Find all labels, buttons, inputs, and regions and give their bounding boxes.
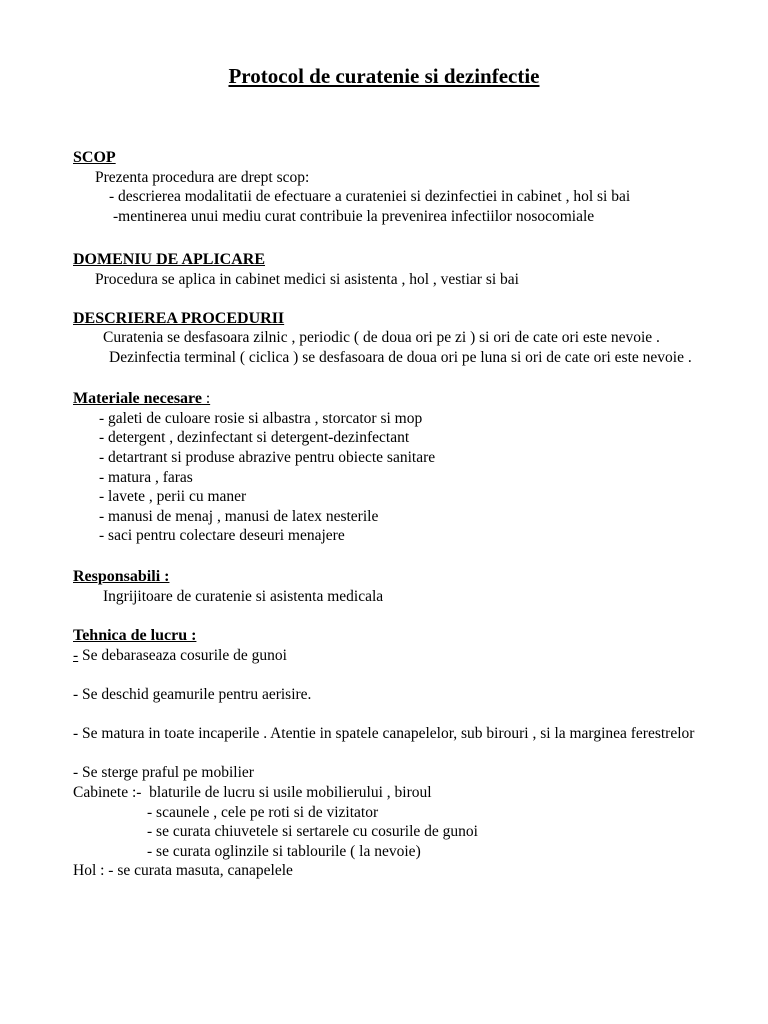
tehnica-cabinete: Cabinete :- blaturile de lucru si usile mobilierului , biroul xyxy=(73,784,432,801)
materiale-item: - lavete , perii cu maner xyxy=(99,488,247,506)
descriere-p2-text: Dezinfectia terminal ( ciclica ) se desfasoara de doua ori pe luna si ori de cate ori este nevoie . xyxy=(109,348,692,366)
tehnica-cabinete-item: - scaunele , cele pe roti si de vizitator xyxy=(147,803,379,821)
tehnica-cabinete-item: - se curata chiuvetele si sertarele cu cosurile de gunoi xyxy=(147,823,478,841)
scop-item-1 xyxy=(73,187,698,207)
scop-item-1-text: - descrierea modalitatii de efectuare a curateniei si dezinfectiei in cabinet , hol si bai xyxy=(109,188,631,206)
section-materiale xyxy=(73,389,698,546)
tehnica-step-1-text: Se debaraseaza cosurile de gunoi xyxy=(78,646,287,664)
section-domeniu xyxy=(73,250,698,289)
section-heading-materiale-line xyxy=(73,389,698,409)
descriere-p1-text: Curatenia se desfasoara zilnic , periodic ( de doua ori pe zi ) si ori de cate ori este nevoie . xyxy=(103,329,660,347)
section-heading-materiale: Materiale necesare xyxy=(73,390,202,408)
tehnica-step-2: - Se deschid geamurile pentru aerisire. xyxy=(73,686,312,704)
tehnica-step-1-dash: - xyxy=(73,646,79,664)
section-heading-domeniu: DOMENIU DE APLICARE xyxy=(73,250,266,268)
section-descriere xyxy=(73,309,698,368)
domeniu-text: Procedura se aplica in cabinet medici si asistenta , hol , vestiar si bai xyxy=(95,270,519,288)
section-heading-materiale-suffix: : xyxy=(201,390,211,408)
tehnica-cabinete-item: - se curata oglinzile si tablourile ( la nevoie) xyxy=(147,842,421,860)
tehnica-hol: Hol : - se curata masuta, canapelele xyxy=(73,862,293,880)
responsabili-text: Ingrijitoare de curatenie si asistenta medicala xyxy=(103,588,384,606)
section-heading-tehnica: Tehnica de lucru : xyxy=(73,627,197,645)
scop-intro: Prezenta procedura are drept scop: xyxy=(95,168,310,186)
materiale-item: - saci pentru colectare deseuri menajere xyxy=(99,527,345,545)
materiale-item: - manusi de menaj , manusi de latex nesterile xyxy=(99,507,379,525)
descriere-p1 xyxy=(73,328,698,348)
section-tehnica xyxy=(73,626,698,881)
tehnica-step-4: - Se sterge praful pe mobilier xyxy=(73,764,254,782)
tehnica-step-1 xyxy=(73,646,698,666)
materiale-item: - detartrant si produse abrazive pentru obiecte sanitare xyxy=(99,448,436,466)
tehnica-step-3: - Se matura in toate incaperile . Atentie in spatele canapelelor, sub birouri , si la marginea ferestrelor xyxy=(73,725,695,743)
materiale-item: - galeti de culoare rosie si albastra , storcator si mop xyxy=(99,409,423,427)
section-heading-scop: SCOP xyxy=(73,149,116,166)
section-heading-responsabili: Responsabili : xyxy=(73,568,170,586)
page-title: Protocol de curatenie si dezinfectie xyxy=(228,64,540,88)
materiale-item: - matura , faras xyxy=(99,468,193,486)
scop-item-2: -mentinerea unui mediu curat contribuie la prevenirea infectiilor nosocomiale xyxy=(113,207,595,225)
descriere-p2 xyxy=(73,348,698,368)
section-scop xyxy=(73,148,698,226)
section-heading-descriere: DESCRIEREA PROCEDURII xyxy=(73,309,285,327)
section-responsabili xyxy=(73,567,698,606)
materiale-item: - detergent , dezinfectant si detergent-dezinfectant xyxy=(99,429,410,447)
document-body xyxy=(73,148,698,881)
